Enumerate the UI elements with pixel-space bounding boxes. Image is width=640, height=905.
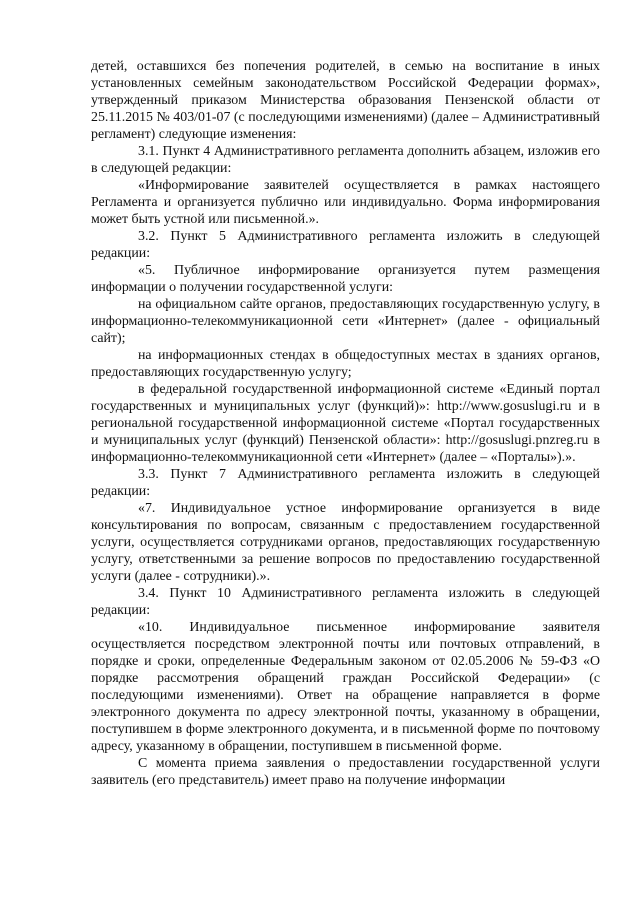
document-paragraph: 3.3. Пункт 7 Административного регламента изложить в следующей редакции: <box>91 467 600 499</box>
document-paragraph: «Информирование заявителей осуществляется в рамках настоящего Регламента и организуется публично или индивидуально. Форма информирования может быть устной или письменной.». <box>91 178 600 227</box>
document-paragraph: «10. Индивидуальное письменное информирование заявителя осуществляется посредством электронной почты или почтовых отправлений, в порядке и сроки, определенные Федеральным законом от 02.05.2006 № 59-ФЗ «О порядке рассмотрения обращений граждан Российской Федерации» (с последующими изменениями). Ответ на обращение направляется в форме электронного документа по адресу электронной почты, указанному в обращении, поступившем в форме электронного документа, и в письменной форме по почтовому адресу, указанному в обращении, поступившем в письменной форме. <box>91 620 600 754</box>
document-paragraph: 3.4. Пункт 10 Административного регламента изложить в следующей редакции: <box>91 586 600 618</box>
document-paragraph: 3.2. Пункт 5 Административного регламента изложить в следующей редакции: <box>91 229 600 261</box>
document-paragraph: «5. Публичное информирование организуется путем размещения информации о получении государственной услуги: <box>91 263 600 295</box>
document-paragraph: на информационных стендах в общедоступных местах в зданиях органов, предоставляющих государственную услугу; <box>91 348 600 380</box>
document-paragraph: «7. Индивидуальное устное информирование организуется в виде консультирования по вопросам, связанным с предоставлением государственной услуги, осуществляется сотрудниками органов, предоставляющих государственную услугу, ответственными за решение вопросов по предоставлению государственной услуги (далее - сотрудники).». <box>91 501 600 584</box>
document-body <box>91 58 600 789</box>
document-paragraph: детей, оставшихся без попечения родителей, в семью на воспитание в иных установленных семейным законодательством Российской Федерации формах», утвержденный приказом Министерства образования Пензенской области от 25.11.2015 № 403/01-07 (с последующими изменениями) (далее – Административный регламент) следующие изменения: <box>91 59 600 142</box>
document-paragraph: С момента приема заявления о предоставлении государственной услуги заявитель (его представитель) имеет право на получение информации <box>91 756 600 788</box>
document-paragraph: в федеральной государственной информационной системе «Единый портал государственных и муниципальных услуг (функций)»: http://www.gosuslugi.ru и в региональной государственной информационной системе «Портал государственных и муниципальных услуг (функций) Пензенской области»: http://gosuslugi.pnzreg.ru в информационно-телекоммуникационной сети «Интернет» (далее – «Порталы»).». <box>91 382 600 465</box>
document-paragraph: 3.1. Пункт 4 Административного регламента дополнить абзацем, изложив его в следующей редакции: <box>91 144 600 176</box>
document-paragraph: на официальном сайте органов, предоставляющих государственную услугу, в информационно-телекоммуникационной сети «Интернет» (далее - официальный сайт); <box>91 297 600 346</box>
